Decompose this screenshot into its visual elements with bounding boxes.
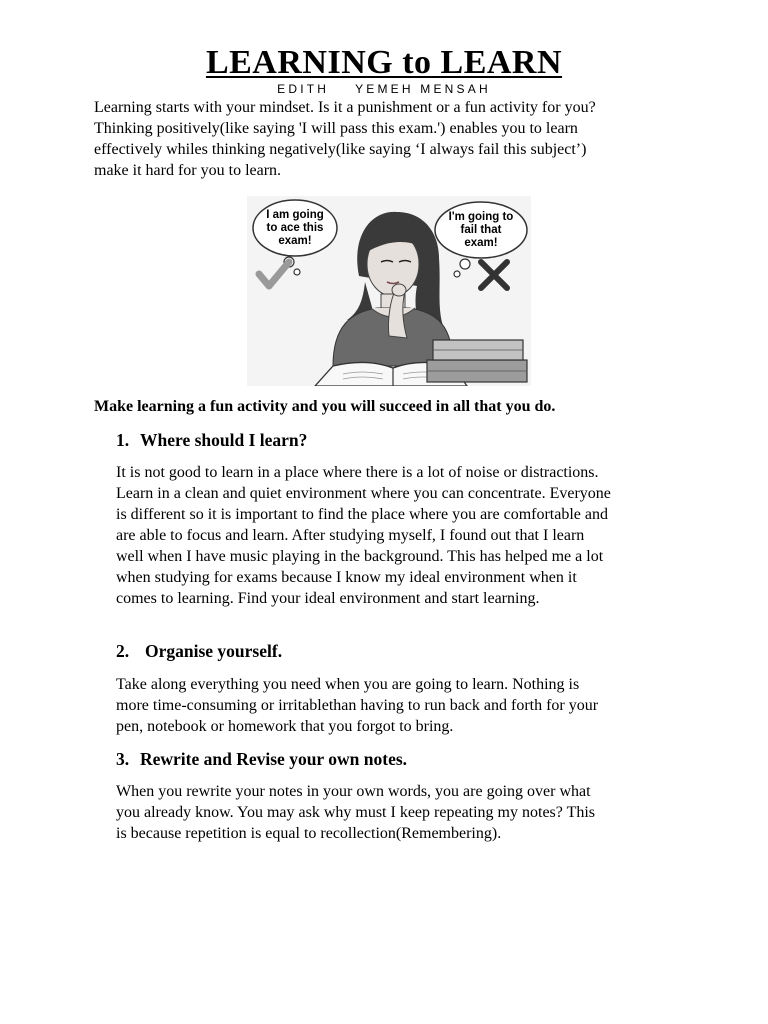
body-line: pen, notebook or homework that you forgot to bring. [116,718,454,735]
body-line: you already know. You may ask why must I keep repeating my notes? This [116,804,596,821]
section-number: 2. [116,641,130,661]
section-title: Rewrite and Revise your own notes. [140,749,408,769]
intro-line: Thinking positively(like saying 'I will pass this exam.') enables you to learn [94,120,578,137]
section-body [116,462,696,609]
section-body [116,781,696,844]
positive-thought-line: I am going [266,209,324,221]
section-body [116,674,696,737]
intro-line: make it hard for you to learn. [94,162,282,179]
section-heading [116,641,282,662]
body-line: is different so it is important to find the place where you are comfortable and [116,506,608,523]
body-line: is because repetition is equal to recollection(Remembering). [116,825,502,842]
positive-thought-line: exam! [278,235,312,247]
author-name: EDITH YEMEH MENSAH [277,82,491,96]
section-heading [116,749,407,770]
intro-paragraph [94,97,684,181]
book-stack [427,340,527,382]
negative-thought-line: I'm going to [448,211,514,223]
positive-thought-line: to ace this [266,222,324,234]
negative-thought-line: fail that [460,224,502,236]
body-line: Learn in a clean and quiet environment where you can concentrate. Everyone [116,485,611,502]
body-line: When you rewrite your notes in your own words, you are going over what [116,783,591,800]
body-line: It is not good to learn in a place where there is a lot of noise or distractions. [116,464,599,481]
body-line: comes to learning. Find your ideal environment and start learning. [116,590,540,607]
body-line: Take along everything you need when you are going to learn. Nothing is [116,676,580,693]
student-thinking-illustration [247,196,531,386]
page-title: LEARNING to LEARN [205,44,563,81]
tagline: Make learning a fun activity and you will succeed in all that you do. [94,398,556,415]
section-number: 3. [116,749,130,769]
intro-line: effectively whiles thinking negatively(like saying ‘I always fail this subject’) [94,141,587,158]
section-title: Where should I learn? [140,430,308,450]
intro-line: Learning starts with your mindset. Is it a punishment or a fun activity for you? [94,99,596,116]
body-line: when studying for exams because I know my ideal environment when it [116,569,577,586]
section-number: 1. [116,430,130,450]
body-line: are able to focus and learn. After studying myself, I found out that I learn [116,527,585,544]
negative-thought-line: exam! [464,237,498,249]
section-heading [116,430,307,451]
body-line: more time-consuming or irritablethan having to run back and forth for your [116,697,599,714]
section-title: Organise yourself. [145,641,283,661]
body-line: well when I have music playing in the background. This has helped me a lot [116,548,604,565]
